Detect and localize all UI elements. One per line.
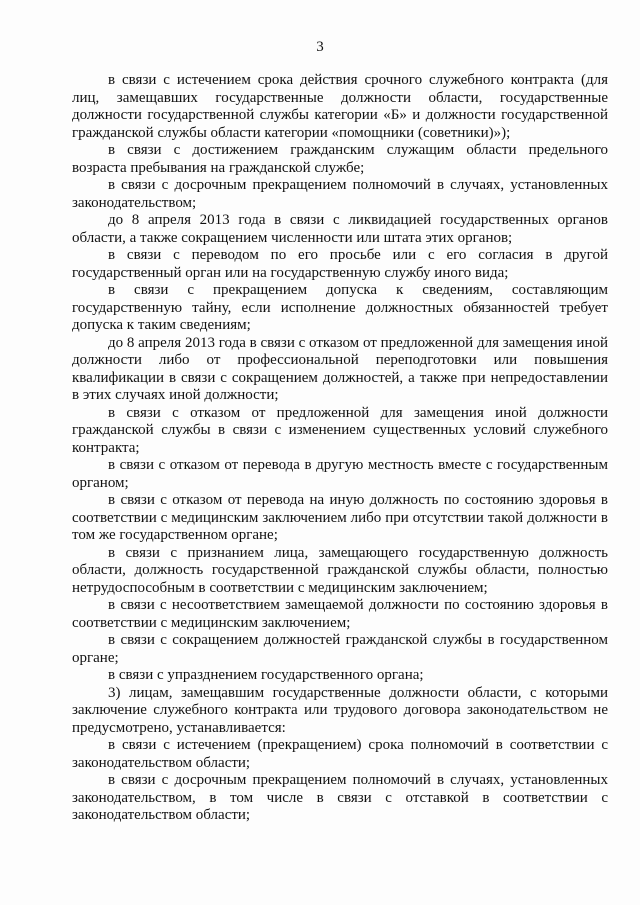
paragraph-abolition: в связи с упразднением государственного органа;	[108, 667, 424, 683]
paragraph-health-mismatch: в связи с несоответствием замещаемой должности по состоянию здоровья в соответствии с медицинским заключением;	[72, 597, 608, 631]
paragraph-early-termination-resignation: в связи с досрочным прекращением полномочий в случаях, установленных законодательством, в том числе в связи с отставкой в соответствии с законодательством области;	[72, 772, 608, 823]
paragraph-position-reduction: в связи с сокращением должностей гражданской службы в государственном органе;	[72, 632, 608, 666]
paragraph-age-limit: в связи с достижением гражданским служащим области предельного возраста пребывания на гражданской службе;	[72, 142, 608, 176]
paragraph-secrecy-access: в связи с прекращением допуска к сведениям, составляющим государственную тайну, если исполнение должностных обязанностей требует допуска к таким сведениям;	[72, 282, 608, 333]
paragraph-early-termination: в связи с досрочным прекращением полномочий в случаях, установленных законодательством;	[72, 177, 608, 211]
paragraph-item-3: 3) лицам, замещавшим государственные должности области, с которыми заключение служебного контракта или трудового договора законодательством не предусмотрено, устанавливается:	[72, 684, 608, 736]
paragraph-refusal-health-transfer: в связи с отказом от перевода на иную должность по состоянию здоровья в соответствии с медицинским заключением либо при отсутствии такой должности в том же государственном органе;	[72, 492, 608, 543]
paragraph-contract-expiry: в связи с истечением срока действия срочного служебного контракта (для лиц, замещавших государственные должности области, государственные должности государственной службы категории «Б» и должности государственной гражданской службы области категории «помощники (советники)»);	[72, 72, 608, 141]
paragraph-refusal-relocation: в связи с отказом от перевода в другую местность вместе с государственным органом;	[72, 457, 608, 491]
page-number: 3	[316, 39, 324, 55]
paragraph-refusal-other-position: в связи с отказом от предложенной для замещения иной должности гражданской службы в связи с изменением существенных условий служебного контракта;	[72, 404, 608, 456]
paragraph-refusal-retraining: до 8 апреля 2013 года в связи с отказом от предложенной для замещения иной должности либо от профессиональной переподготовки или повышения квалификации в связи с сокращением должностей, а также при непредоставлении в этих случаях иной должности;	[72, 334, 608, 403]
paragraph-transfer: в связи с переводом по его просьбе или с его согласия в другой государственный орган или на государственную службу иного вида;	[72, 247, 608, 281]
document-body	[72, 72, 608, 825]
paragraph-liquidation: до 8 апреля 2013 года в связи с ликвидацией государственных органов области, а также сокращением численности или штата этих органов;	[72, 212, 608, 246]
paragraph-term-expiry: в связи с истечением (прекращением) срока полномочий в соответствии с законодательством области;	[72, 737, 608, 771]
paragraph-incapacity: в связи с признанием лица, замещающего государственную должность области, должность государственной гражданской службы области, полностью нетрудоспособным в соответствии с медицинским заключением;	[72, 544, 608, 596]
